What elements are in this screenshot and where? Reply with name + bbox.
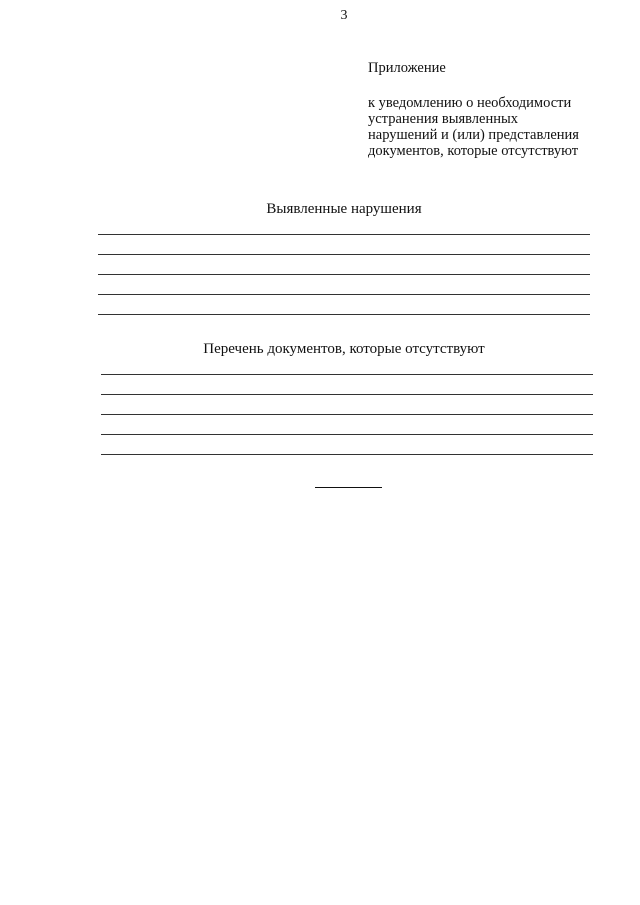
blank-fill-line[interactable] [98,294,590,295]
appendix-description-line: устранения выявленных [368,111,518,127]
blank-fill-line[interactable] [101,394,593,395]
blank-fill-line[interactable] [98,314,590,315]
appendix-description-line: документов, которые отсутствуют [368,143,579,159]
blank-fill-line[interactable] [98,274,590,275]
blank-fill-line[interactable] [101,374,593,375]
appendix-description [368,95,579,159]
appendix-title: Приложение [368,60,446,76]
end-of-document-rule [315,487,382,488]
blank-fill-line[interactable] [101,454,593,455]
blank-fill-line[interactable] [98,254,590,255]
violations-section-title: Выявленные нарушения [266,201,422,217]
blank-fill-line[interactable] [98,234,590,235]
documents-section-title: Перечень документов, которые отсутствуют [203,341,485,357]
blank-fill-line[interactable] [101,434,593,435]
appendix-description-line: нарушений и (или) представления [368,127,579,143]
appendix-block [368,60,579,159]
blank-fill-line[interactable] [101,414,593,415]
page-number: 3 [340,8,348,23]
appendix-description-line: к уведомлению о необходимости [368,95,572,111]
